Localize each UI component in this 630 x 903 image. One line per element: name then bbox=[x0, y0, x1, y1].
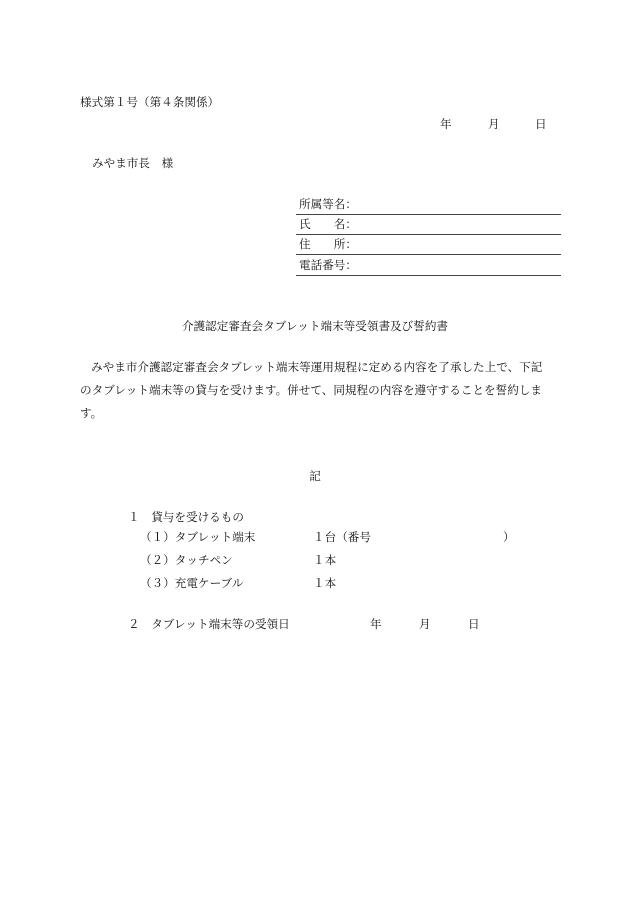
item-cable-qty: １本 bbox=[313, 576, 337, 590]
name-label: 氏 名： bbox=[299, 217, 357, 231]
recipient-line: みやま市長 様 bbox=[92, 156, 174, 170]
section2-heading: ２ タブレット端末等の受領日 bbox=[128, 617, 290, 631]
name-field[interactable] bbox=[296, 215, 561, 235]
section1-heading: １ 貸与を受けるもの bbox=[128, 510, 244, 524]
receipt-year-label: 年 bbox=[370, 617, 382, 631]
body-paragraph: みやま市介護認定審査会タブレット端末等運用規程に定める内容を了承した上で、下記のタブレット端末等の貸与を受けます。併せて、同規程の内容を遵守することを誓約します。 bbox=[80, 360, 543, 420]
phone-label: 電話番号： bbox=[299, 258, 357, 272]
date-month-label: 月 bbox=[488, 117, 500, 131]
item-tablet-close-paren: ） bbox=[503, 530, 515, 544]
item-pen-qty: １本 bbox=[313, 553, 337, 567]
date-year-label: 年 bbox=[440, 117, 452, 131]
item-pen-name: （２）タッチペン bbox=[140, 553, 233, 567]
address-label: 住 所： bbox=[299, 237, 357, 251]
affiliation-label: 所属等名： bbox=[299, 197, 357, 211]
ki-heading: 記 bbox=[309, 469, 321, 483]
date-day-label: 日 bbox=[535, 117, 547, 131]
receipt-month-label: 月 bbox=[419, 617, 431, 631]
document-title: 介護認定審査会タブレット端末等受領書及び誓約書 bbox=[181, 319, 449, 333]
item-tablet-qty: １台（番号 bbox=[313, 530, 371, 544]
item-tablet-name: （１）タブレット端末 bbox=[140, 530, 256, 544]
affiliation-field[interactable] bbox=[296, 195, 561, 215]
receipt-day-label: 日 bbox=[468, 617, 480, 631]
address-field[interactable] bbox=[296, 235, 561, 255]
form-number-label: 様式第１号（第４条関係） bbox=[80, 95, 220, 109]
item-cable-name: （３）充電ケーブル bbox=[140, 576, 244, 590]
phone-field[interactable] bbox=[296, 256, 561, 276]
